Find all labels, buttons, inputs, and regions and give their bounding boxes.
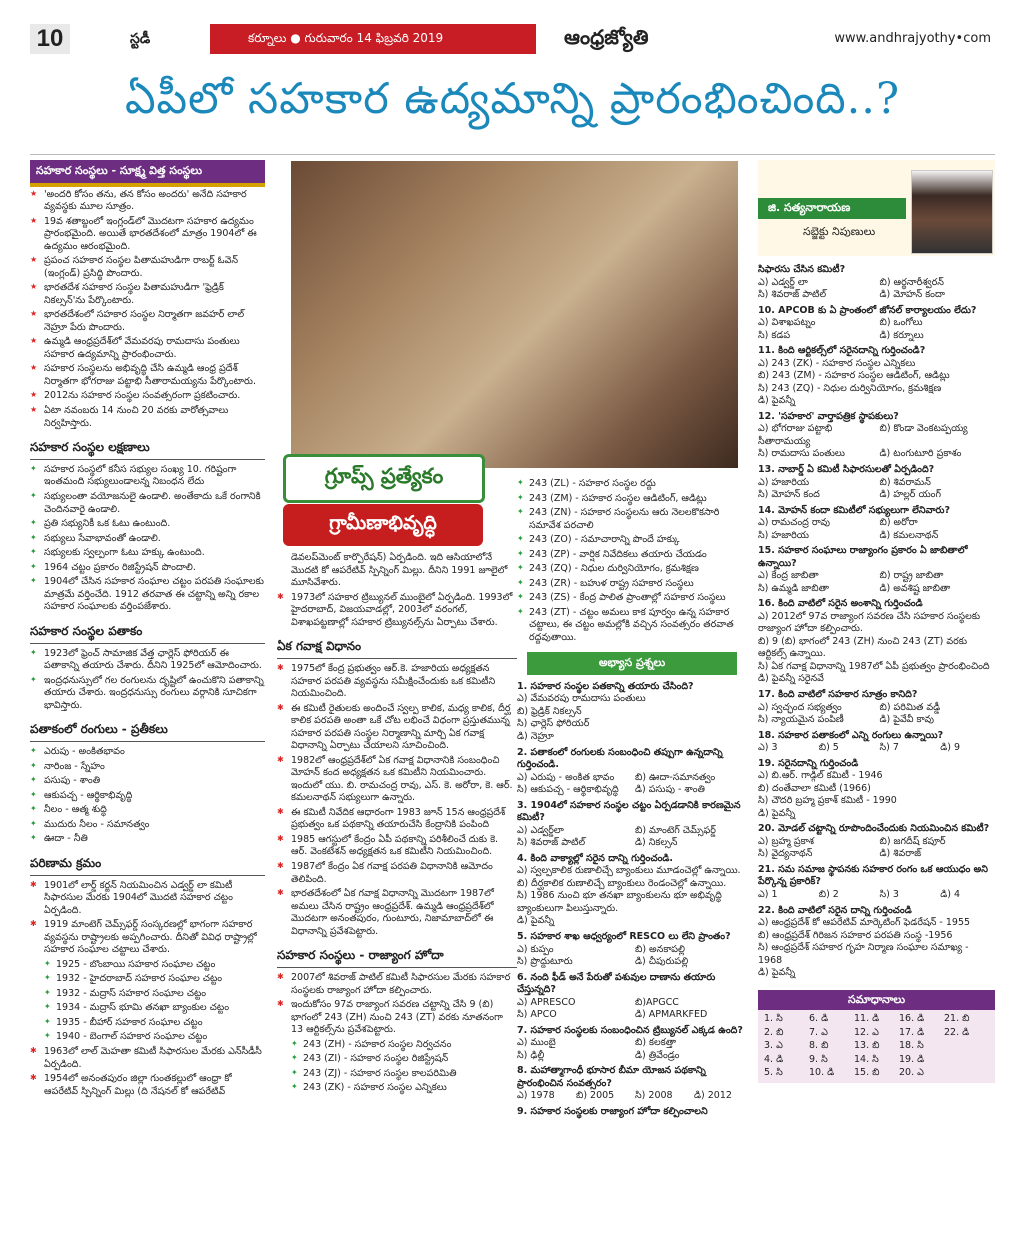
list-item: ✦ పసుపు - శాంతి (30, 775, 265, 788)
options (758, 517, 995, 542)
list-item: ✦ ఎరుపు - అంకితభావం (30, 746, 265, 759)
article-list (277, 1039, 517, 1095)
list-item: ✦ 1904లో చేసిన సహకార సంఘాల చట్టం పరపతి సంఘాలకు మాత్రమే వర్తించేది. 1912 తరవాత ఈ చట్టాన్ని అన్ని రకాల సహకార సంఘాలకు వర్తింపజేశారు. (30, 576, 265, 614)
option: బి) దీర్ఘకాలిక రుణాలిచ్చే బ్యాంకులు రెండంచెల్లో ఉన్నాయి. (517, 877, 727, 889)
question-text: 17. కింది వాటిలో సహకార సూత్రం కానిది? (758, 689, 918, 700)
question-list (758, 264, 995, 980)
option: బి) 2005 (576, 1090, 615, 1102)
option: బి) ఒంగోలు (879, 317, 923, 329)
question (517, 800, 747, 850)
option: డి) పైవన్నీ (758, 807, 796, 819)
options (517, 997, 747, 1022)
option: సి) చౌదరి బ్రహ్మ ప్రకాశ్ కమిటీ - 1990 (758, 795, 897, 807)
section-heading: సహకార సంస్థలు - రాజ్యాంగ హోదా (277, 940, 517, 968)
option: డి) పైవన్నీ (758, 395, 796, 407)
answer-cell: 9. సి (809, 1053, 828, 1065)
question-text: 4. కింది వాక్యాల్లో సరైన దాన్ని గుర్తించండి. (517, 852, 674, 864)
option: ఎ) భోగరాజు పట్టాభి సీతారామయ్య (758, 423, 833, 447)
list-item: ★ 19వ శతాబ్దంలో ఇంగ్లండ్‌లో మొదటగా సహకార ఉద్యమం ప్రారంభమైంది. అయితే భారతదేశంలో మాత్రం 1904లో ఈ ఉద్యమం ఆరంభమైంది. (30, 216, 265, 254)
list-item: ✦ సభ్యులు సేవాభావంతో ఉండాలి. (30, 533, 265, 546)
option: డి) త్రివేండ్రం (635, 1049, 680, 1061)
option: డి) 2012 (694, 1090, 732, 1102)
options (758, 836, 995, 861)
list-item: ✦ 243 (ZM) - సహకార సంస్థల ఆడిటింగ్, ఆడిట్లు (517, 493, 747, 506)
option: డి) హల్లర్ యంగ్ (879, 489, 942, 501)
answer-cell (944, 1067, 989, 1080)
section-heading: సహకార సంస్థల లక్షణాలు (30, 432, 265, 460)
option: బి) పరిమిత వడ్డీ (879, 701, 941, 713)
answer-cell: 2. బి (764, 1026, 784, 1038)
list-item: ★ ప్రపంచ సహకార సంస్థల పితామహుడిగా రాబర్ట్ ఓవెన్ (ఇంగ్లండ్) ప్రసిద్ధి పొందారు. (30, 255, 265, 280)
options (758, 317, 995, 342)
option: సి) రామదాసు పంతులు (758, 448, 845, 460)
bullet-list (277, 663, 517, 938)
option: డి) నికల్సన్ (635, 837, 678, 849)
question-text: 2. పతాకంలో రంగులకు సంబంధించి తప్పుగా ఉన్నదాన్ని గుర్తించండి. (517, 746, 723, 771)
option: సి) శివరాజ్ పాటిల్ (517, 837, 586, 849)
option: సి) న్యాయమైన పంపిణీ (758, 714, 844, 726)
list-item: ★ సహకార సంస్థలను అభివృద్ధి చేసి ఉమ్మడి ఆంధ్ర ప్రదేశ్ నిర్మాతగా భోగరాజు పట్టాభి సీతారామయ్యను పేర్కొంటారు. (30, 363, 265, 388)
option: బి) శివరామన్ (879, 476, 931, 488)
bullet-list (30, 880, 265, 1044)
option: సి) ఉమ్మడి జాబితా (758, 582, 829, 594)
question-text: 9. సహకార సంస్థలకు రాజ్యాంగ హోదా కల్పించాలని (517, 1105, 708, 1117)
option: బి) ఊదా-సమానత్వం (635, 771, 716, 783)
bullet-list (277, 592, 517, 630)
option: సి) 2008 (635, 1090, 673, 1102)
options (517, 944, 747, 969)
question-text: 19. సరైనదాన్ని గుర్తించండి (758, 757, 859, 769)
option: ఎ) స్వచ్ఛంద సభ్యత్వం (758, 701, 842, 713)
bullet-list (30, 189, 265, 431)
option: బి) కొండా వెంకటప్పయ్య (879, 423, 968, 435)
list-item: ✦ 243 (ZH) - సహకార సంస్థల నిర్వచనం (291, 1039, 517, 1052)
list-item: ✦ 243 (ZT) - చట్టం అమలు కాక పూర్వం ఉన్న సహకార చట్టాలు, ఈ చట్టం అమల్లోకి వచ్చిన సంవత్సరం తరవాత రద్దవుతాయి. (517, 607, 747, 645)
list-item: ✱ ఇందుకోసం 97వ రాజ్యాంగ సవరణ చట్టాన్ని చేసి 9 (బి) భాగంలో 243 (ZH) నుంచి 243 (ZT) వరకు నూతనంగా 13 ఆర్టికల్స్‌ను ప్రవేశపెట్టారు. (277, 999, 517, 1037)
option: బి) మాంటెగ్ చెమ్స్‌ఫర్డ్ (635, 824, 716, 836)
section-heading: పరిణామ క్రమం (30, 848, 265, 876)
option: బి) అరోరా (879, 517, 918, 529)
options (758, 358, 995, 408)
question-text: 21. సమ సమాజ స్థాపనకు సహకార రంగం ఒక ఆయుధం అని పేర్కొన్న ప్రకారిక్? (758, 863, 988, 888)
option: ఎ) విశాఖపట్నం (758, 317, 816, 329)
question-text: 8. మహాత్మాగాంధీ భూసార బీమా యోజన పథకాన్ని ప్రారంభించిన సంవత్సరం? (517, 1065, 706, 1089)
question (517, 747, 747, 797)
list-item: ✱ 1901లో లార్డ్ కర్జన్ నియమించిన ఎడ్వర్డ్ లా కమిటీ సిఫారసుల మేరకు 1904లో మొదటి సహకార చట్టం ఏర్పడింది. (30, 880, 265, 918)
options (758, 277, 995, 302)
question (758, 345, 995, 408)
option: ఎ) హజారియ (758, 476, 810, 488)
options (758, 477, 995, 502)
option: సి) ప్రొద్దుటూరు (517, 956, 573, 968)
option: బి) అనకాపల్లి (635, 943, 685, 955)
list-item: ✦ ముదురు నీలం - సమానత్వం (30, 819, 265, 832)
option: సి) 7 (879, 742, 899, 754)
option: ఎ) రామచంద్ర రావు (758, 517, 830, 529)
list-item: ✦ 1932 - మద్రాస్ సహకార సంఘాల చట్టం (44, 988, 265, 1001)
question-text: 18. సహకార పతాకంలో ఎన్ని రంగులు ఉన్నాయి? (758, 729, 944, 741)
answer-cell: 13. బి (854, 1040, 880, 1052)
question (758, 864, 995, 902)
option: డి) 4 (940, 888, 961, 900)
list-item: ✦ 243 (ZO) - సమాచారాన్ని పొందే హక్కు (517, 534, 747, 547)
list-item: ✦ ఆకుపచ్చ - ఆర్థికాభివృద్ధి (30, 790, 265, 803)
author-name: జి. సత్యనారాయణ (758, 198, 906, 219)
list-item: ✦ 243 (ZS) - కేంద్ర పాలిత ప్రాంతాల్లో సహకార సంస్థలు (517, 592, 747, 605)
list-item (30, 919, 265, 1044)
options (758, 742, 995, 755)
option: బి) 9 (బి) భాగంలో 243 (ZH) నుంచి 243 (ZT) వరకు ఆర్టికల్స్ ఉన్నాయి. (758, 635, 968, 660)
question (758, 905, 995, 980)
list-item: ✱ ఈ కమిటీ రైతులకు అందించే స్వల్ప కాలిక, మధ్య కాలిక, దీర్ఘ కాలిక పరపతి అంతా ఒకే చోట లభించే విధంగా ప్రస్తుతమున్న సహకార పరపతి సంస్థల నిర్మాణాన్ని మార్చి ఏక గవాక్ష విధానాన్ని ఏర్పాటు చేయాలని సూచించింది. (277, 703, 517, 753)
list-item: ✦ నారింజ - స్నేహం (30, 761, 265, 774)
question (517, 1025, 747, 1063)
list-item: ✦ ప్రతి సభ్యునికీ ఒక ఓటు ఉంటుంది. (30, 518, 265, 531)
author-role: సబ్జెక్టు నిపుణులు (803, 224, 876, 238)
answer-cell: 8. బి (809, 1040, 829, 1052)
option: బి) కలకత్తా (635, 1037, 677, 1049)
rural-development-banner: గ్రామీణాభివృద్ధి (283, 504, 483, 546)
option: ఎ) కుప్పం (517, 943, 554, 955)
answer-cell: 22. డి (944, 1026, 970, 1038)
answer-cell: 14. సి (854, 1053, 879, 1065)
answer-cell: 5. సి (764, 1067, 783, 1079)
option: బి) దంతేవాలా కమిటీ (1966) (758, 782, 871, 794)
option: సి) ఆకుపచ్చ - ఆర్థికాభివృద్ధి (517, 784, 619, 796)
question-text: 1. సహకార సంస్థల పతకాన్ని తయారు చేసింది? (517, 680, 694, 692)
website-link[interactable]: www.andhrajyothy•com (834, 31, 991, 47)
column-4 (758, 160, 995, 1083)
option: సి) శివరాజ్ పాటిల్ (758, 289, 827, 301)
answer-cell: 4. డి (764, 1053, 784, 1065)
list-item: ★ ఉమ్మడి ఆంధ్రప్రదేశ్‌లో వేమవరపు రామదాసు పంతులు సహకార ఉద్యమాన్ని ప్రారంభించారు. (30, 336, 265, 361)
question-text: 16. కింది వాటిలో సరైన అంశాన్ని గుర్తించండి (758, 598, 923, 610)
list-item: ✱ 2007లో శివరాజ్ పాటిల్ కమిటీ సిఫారసుల మేరకు సహకార సంస్థలకు రాజ్యాంగ హోదా కల్పించారు. (277, 972, 517, 997)
newspaper-logo: ఆంధ్రజ్యోతి (564, 24, 649, 49)
bullet-list (30, 648, 265, 713)
question-text: 6. నంది ఫీడ్ అనే పేరుతో పశువుల దాణాను తయారు చేస్తున్నది? (517, 971, 716, 996)
divider (30, 154, 995, 155)
author-photo (911, 170, 993, 254)
list-item: ✱ 1973లో సహకార ట్రిబ్యునల్ ముంబైలో ఏర్పడింది. 1993లో హైదరాబాద్, విజయవాడల్లో, 2003లో వరంగల్, విశాఖపట్టణాల్లో సహకార ట్రిబ్యునల్స్‌ను ఏర్పాటు చేశారు. (277, 592, 517, 630)
option: సి) మోహన్ కంద (758, 489, 820, 501)
option: బి) ఆర్థనారీశ్వరన్ (879, 276, 944, 288)
list-item: ✦ 243 (ZR) - బహుళ రాష్ట్ర సహకార సంస్థలు (517, 578, 747, 591)
list-item: ★ భారతదేశంలో సహకార సంస్థల నిర్మాతగా జవహర్ లాల్ నెహ్రూ పేరు పొందారు. (30, 309, 265, 334)
answer-cell: 17. డి (899, 1026, 925, 1038)
option: ఎ) APRESCO (517, 996, 576, 1008)
question-text: 14. మోహన్ కందా కమిటీలో సభ్యులుగా లేనివారు? (758, 504, 950, 516)
options (517, 1090, 747, 1103)
bullet-list (277, 972, 517, 1037)
answer-cell: 11. డి (854, 1013, 880, 1025)
column-2 (277, 552, 517, 1097)
list-item: ✱ 1954లో అనంతపురం జిల్లా గుంతకల్లులో ఆంధ్రా కో ఆపరేటివ్ స్పిన్నింగ్ మిల్లు (ది నేషనల్ కో ఆపరేటివ్ (30, 1073, 265, 1098)
option: డి) పైవన్నీ (517, 915, 555, 927)
option: సి) ఏక గవాక్ష విధానాన్ని 1987లో ఏపీ ప్రభుత్వం ప్రారంభించింది (758, 660, 990, 672)
question (758, 689, 995, 727)
list-item: ✦ సభ్యులంతా వయోజనులై ఉండాలి. అంతేకాదు ఒకే రంగానికి చెందినవారై ఉండాలి. (30, 491, 265, 516)
question (758, 545, 995, 595)
question (517, 681, 747, 744)
page-number: 10 (30, 24, 70, 54)
list-item: ✦ 243 (ZL) - సహకార సంస్థల రద్దు (517, 478, 747, 491)
list-item: ★ 'అందరి కోసం తను, తన కోసం అందరు' అనేది సహకార వ్యవస్థకు మూల సూత్రం. (30, 189, 265, 214)
section-heading: పతాకంలో రంగులు - ప్రతీకలు (30, 714, 265, 742)
question (758, 464, 995, 502)
option: డి) 9 (940, 742, 961, 754)
option: ఎ) 3 (758, 742, 778, 754)
option: ఎ) ఎడ్వర్డ్‌లా (517, 824, 564, 836)
options (758, 770, 995, 820)
question (758, 411, 995, 461)
list-item: ✦ 243 (ZN) - సహకార సంస్థలను ఆరు నెలలకొకసారి సమావేశ పరచాలి (517, 507, 747, 532)
options (517, 865, 747, 928)
list-item: ★ భారతదేశ సహకార సంస్థల పితామహుడిగా 'ఫ్రెడ్రిక్ నికల్సన్'ను పేర్కొంటారు. (30, 282, 265, 307)
answer-cell: 20. ఎ (899, 1067, 924, 1079)
sub-list (44, 959, 265, 1044)
answer-cell: 10. డి (809, 1067, 835, 1079)
list-item: ✱ 1975లో కేంద్ర ప్రభుత్వం ఆర్.కె. హజారియ అధ్యక్షతన సహకార పరపతి వ్యవస్థను సమీక్షించేందుకు ఒక కమిటీని నియమించింది. (277, 663, 517, 701)
options (758, 570, 995, 595)
answer-cell: 15. బి (854, 1067, 880, 1079)
section-name: స్టడీ (130, 30, 151, 47)
answer-cell (944, 1054, 989, 1067)
list-item: ✦ 1935 - బీహార్ సహకార సంఘాల చట్టం (44, 1017, 265, 1030)
option: సి) హజారియ (758, 529, 809, 541)
option: బి) రాష్ట్ర జాబితా (879, 570, 944, 582)
option: డి) మోహన్ కందా (879, 289, 945, 301)
option: ఎ) బి.ఆర్. గాడ్గిల్ కమిటీ - 1946 (758, 770, 883, 782)
list-item: ✱ 1982లో ఆంధ్రప్రదేశ్‌లో ఏక గవాక్ష విధానానికి సంబంధించి మోహన్ కంద అధ్యక్షతన ఒక కమిటీని నియమించారు. ఇందులో యు. బి. రామచంద్ర రావు, ఎస్. కె. అరోరా, కె. ఆర్. కమలనాథన్ సభ్యులుగా ఉన్నారు. (277, 755, 517, 805)
list-item: ✱ భారతదేశంలో ఏక గవాక్ష విధానాన్ని మొదటగా 1987లో అమలు చేసిన రాష్ట్రం ఆంధ్రప్రదేశ్. ఉమ్మడి ఆంధ్రప్రదేశ్‌లో మొదటగా అనంతపురం, గుంటూరు, నిజామాబాద్‌లో ఈ విధానాన్ని ప్రవేశపెట్టారు. (277, 888, 517, 938)
option: బి)APGCC (635, 996, 679, 1008)
list-item: ✦ 1940 - బెంగాల్ సహకార సంఘాల చట్టం (44, 1031, 265, 1044)
answers-grid (758, 1010, 995, 1083)
option: ఎ) 2012లో 97వ రాజ్యాంగ సవరణ చేసి సహకార సంస్థలకు రాజ్యాంగ హోదా కల్పించారు. (758, 610, 981, 635)
column-3 (517, 476, 747, 1121)
list-item: ✱ 1985 ఆగస్టులో కేంద్రం ఏపీ పథకాన్ని పరిశీలించే దుకు కె. ఆర్. వెంకటేశన్ అధ్యక్షతన ఒక కమిటీని నియమించింది. (277, 834, 517, 859)
answer-cell: 6. డి (809, 1013, 829, 1025)
options (758, 917, 995, 980)
question (517, 931, 747, 969)
option: బి) ఫ్రెడ్రిక్ నికల్సన్ (517, 705, 582, 717)
option: ఎ) ముంబై (517, 1037, 556, 1049)
option: డి) పైవన్నీ (758, 967, 796, 979)
options (517, 693, 747, 743)
list-item: ★ ఏటా నవంబరు 14 నుంచి 20 వరకు వారోత్సవాలు నిర్వహిస్తారు. (30, 405, 265, 430)
question (758, 758, 995, 821)
question-text: 7. సహకార సంస్థలకు సంబంధించిన ట్రిబ్యునల్ ఎక్కడ ఉంది? (517, 1024, 743, 1036)
answer-cell: 1. సి (764, 1013, 783, 1025)
question-list (517, 681, 747, 1119)
question-text: 15. సహకార సంఘాలు రాజ్యాంగం ప్రకారం ఏ జాబితాలో ఉన్నాయి? (758, 545, 968, 569)
question (517, 1106, 747, 1119)
option: సి) 1986 నుంచి భూ తనఖా బ్యాంకులను భూ అభివృద్ధి బ్యాంకులుగా పిలుస్తున్నారు. (517, 890, 722, 914)
bullet-list (30, 464, 265, 614)
option: బి) ఆంధ్రప్రదేశ్ గిరిజన సహకార పరపతి సంస్థ -1956 (758, 929, 953, 941)
list-item: ✦ 1923లో ఫ్రెంచ్ సామాజిక వేత్త ఛార్లెస్ ఫోరియర్ ఈ పతాకాన్ని తయారు చేశారు. దీనిని 1925లో ఆమోదించారు. (30, 648, 265, 673)
question (758, 305, 995, 343)
options (758, 702, 995, 727)
answer-cell: 18. సి (899, 1040, 924, 1052)
option: డి) చీపురుపల్లి (635, 956, 689, 968)
answer-cell: 12. ఎ (854, 1026, 879, 1038)
answers-heading: సమాధానాలు (758, 990, 995, 1011)
list-item: ✦ 1934 - మద్రాస్ భూమి తనఖా బ్యాంకుల చట్టం (44, 1002, 265, 1015)
option: సి) APCO (517, 1009, 557, 1021)
question (517, 972, 747, 1022)
option: బి) 243 (ZM) - సహకార సంస్థల ఆడిటింగ్, ఆడిట్లు (758, 370, 950, 382)
list-item: ✦ ఊదా - నీతి (30, 833, 265, 846)
option: ఎ) స్వల్పకాలిక రుణాలిచ్చే బ్యాంకులు మూడంచెల్లో ఉన్నాయి. (517, 865, 741, 877)
list-item: ✦ 243 (ZP) - వార్షిక నివేదికలు తయారు చేయడం (517, 549, 747, 562)
students-photo (291, 161, 738, 468)
option: డి) అవశిష్ట జాబితా (879, 582, 951, 594)
option: బి) జగదీష్ కపూర్ (879, 835, 946, 847)
dateline: కర్నూలు ● గురువారం 14 ఫిబ్రవరి 2019 (210, 24, 536, 54)
option: డి) పసుపు - శాంతి (635, 784, 705, 796)
question-text: 3. 1904లో సహకార సంస్థల చట్టం ఏర్పడడానికి కారణమైన కమిటీ? (517, 799, 741, 824)
options (517, 1037, 747, 1062)
question (758, 264, 995, 302)
question (758, 730, 995, 755)
paragraph: డెవలప్‌మెంట్ కార్పొరేషన్) ఏర్పడింది. ఇది ఆసియాలోనే మొదటి కో ఆపరేటివ్ స్పిన్నింగ్ మిల్లు. దీనిని 1991 జూలైలో మూసివేశారు. (291, 552, 508, 589)
list-item: ✦ 1964 చట్టం ప్రకారం రిజిస్ట్రేషన్ పొందాలి. (30, 562, 265, 575)
list-item: ✦ సభ్యులకు స్వల్పంగా ఓటు హక్కు ఉంటుంది. (30, 547, 265, 560)
article-list (517, 478, 747, 644)
section-heading: సహకార సంస్థలు - సూక్ష్మ విత్త సంస్థలు (30, 160, 265, 187)
question (758, 823, 995, 861)
question-text: 22. కింది వాటిలో సరైన దాన్ని గుర్తించండి (758, 904, 912, 916)
option: డి) పైవన్నీ సరైనవే (758, 673, 824, 685)
option: ఎ) ఆంధ్రప్రదేశ్ కో ఆపరేటివ్ మార్కెటింగ్ ఫెడరేషన్ - 1955 (758, 917, 971, 929)
question-text: 10. APCOB కు ఏ ప్రాంతంలో జోనల్ కార్యాలయం లేదు? (758, 304, 977, 316)
option: ఎ) ఎడ్వర్డ్ లా (758, 276, 808, 288)
options (517, 772, 747, 797)
groups-special-banner: గ్రూప్స్ ప్రత్యేకం (283, 454, 485, 503)
answer-cell: 19. డి (899, 1053, 925, 1065)
option: డి) పైవేవీ కావు (879, 714, 934, 726)
list-item: ✦ నీలం - ఆత్మ శుద్ధి (30, 804, 265, 817)
option: ఎ) ఎరుపు - అంకిత భావం (517, 771, 615, 783)
answer-cell: 7. ఎ (809, 1026, 828, 1038)
section-heading: ఏక గవాక్ష విధానం (277, 631, 517, 659)
option: డి) కర్నూలు (879, 329, 924, 341)
option: బి) 5 (818, 742, 839, 754)
option: డి) శివరాజ్ (879, 848, 922, 860)
list-item: ✱ ఈ కమిటీ నివేదిక ఆధారంగా 1983 జూన్ 15న ఆంధ్రప్రదేశ్ ప్రభుత్వం ఒక పథకాన్ని తయారుచేసి కేంద్రానికి పంపింది (277, 807, 517, 832)
list-item: ✱ 1987లో కేంద్రం ఏక గవాక్ష పరపతి విధానానికి ఆమోదం తెలిపింది. (277, 861, 517, 886)
option: డి) కమలనాథన్ (879, 529, 939, 541)
list-item: ✦ 243 (ZK) - సహకార సంస్థల ఎన్నికలు (291, 1082, 517, 1095)
options (758, 423, 995, 461)
answer-cell: 16. డి (899, 1013, 925, 1025)
practice-questions-heading: అభ్యాస ప్రశ్నలు (527, 652, 737, 675)
list-item: ✦ 1932 - హైదరాబాద్ సహకార సంఘాల చట్టం (44, 973, 265, 986)
option: ఎ) 243 (ZK) - సహకార సంస్థల ఎన్నికలు (758, 357, 916, 369)
options (758, 611, 995, 686)
question (517, 1065, 747, 1103)
section-heading: సహకార సంస్థల పతాకం (30, 616, 265, 644)
list-item-text: 1919 మాంటెగ్ చెమ్స్‌ఫర్డ్ సంస్కరణల్లో భాగంగా సహకార వ్యవస్థను రాష్ట్రాలకు అప్పగించారు. దీనితో వివిధ రాష్ట్రాల్లో సహకార సంఘాల చట్టాలు చేశారు. (44, 919, 257, 956)
option: సి) 243 (ZQ) - నిధుల దుర్వినియోగం, క్రమశిక్షణ (758, 382, 942, 394)
option: సి) ఛార్లెస్ ఫోరియర్ (517, 718, 590, 730)
option: సి) ఆంధ్రప్రదేశ్ సహకార గృహ నిర్మాణ సంఘాల సమాఖ్య - 1968 (758, 942, 969, 966)
list-item: ✦ ఇంద్రధనుస్సులో గల రంగులను దృష్టిలో ఉంచుకొని పతాకాన్ని తయారు చేశారు. ఇంద్రధనుస్సు రంగులు వర్గానికి సూచికగా భావిస్తారు. (30, 675, 265, 713)
option: ఎ) 1978 (517, 1090, 555, 1102)
question-text: 12. 'సహకార' వార్తాపత్రిక స్థాపకులు? (758, 410, 899, 422)
bullet-list (30, 1046, 265, 1098)
option: ఎ) 1 (758, 888, 778, 900)
list-item: ★ 2012ను సహకార సంస్థల సంవత్సరంగా ప్రకటించారు. (30, 390, 265, 403)
page-header (30, 24, 995, 54)
options (758, 889, 995, 902)
option: డి) APMARKFED (635, 1009, 708, 1021)
list-item: ✦ 243 (ZJ) - సహకార సంస్థల కాలపరిమితి (291, 1068, 517, 1081)
bullet-list (30, 746, 265, 846)
list-item: ✦ 1925 - బొంబాయి సహకార సంఘాల చట్టం (44, 959, 265, 972)
question (758, 505, 995, 543)
option: ఎ) బ్రహ్మ ప్రకాశ (758, 835, 814, 847)
list-item: ✦ 243 (ZI) - సహకార సంస్థల రిజిస్ట్రేషన్ (291, 1053, 517, 1066)
headline: ఏపీలో సహకార ఉద్యమాన్ని ప్రారంభించింది..? (124, 74, 901, 124)
author-box (758, 160, 995, 256)
answer-cell (944, 1040, 989, 1053)
option: సి) ఢిల్లీ (517, 1049, 545, 1061)
option: ఎ) కేంద్ర జాబితా (758, 570, 819, 582)
question-text: 11. కింది ఆర్టికల్స్‌లో సరైనదాన్ని గుర్తించండి? (758, 345, 926, 357)
question (517, 853, 747, 928)
option: సి) 3 (879, 888, 899, 900)
question-text: 5. సహకార శాఖ ఆధ్వర్యంలో RESCO లు లేని ప్రాంతం? (517, 930, 731, 942)
option: బి) 2 (818, 888, 839, 900)
option: డి) నెహ్రూ (517, 731, 554, 743)
option: సి) కడప (758, 329, 791, 341)
option: ఎ) వేమవరపు రామదాసు పంతులు (517, 693, 646, 705)
list-item: ✦ 243 (ZQ) - నిధుల దుర్వినియోగం, క్రమశిక్షణ (517, 563, 747, 576)
answer-cell: 3. ఎ (764, 1040, 783, 1052)
answer-cell: 21. బి (944, 1013, 970, 1025)
question (758, 598, 995, 686)
question-text: సిఫారసు చేసిన కమిటీ? (758, 264, 846, 275)
question-text: 20. మోడల్ చట్టాన్ని రూపొందించేందుకు నియమించిన కమిటీ? (758, 823, 990, 835)
option: డి) టంగుటూరి ప్రకాశం (879, 448, 962, 460)
column-1 (30, 160, 265, 1100)
question-text: 13. నాబార్డ్ ఏ కమిటీ సిఫారసులతో ఏర్పడింది? (758, 463, 935, 475)
option: సి) వైద్యనాథన్ (758, 848, 813, 860)
list-item: ✦ సహకార సంస్థలో కనీస సభ్యుల సంఖ్య 10. గరిష్టంగా ఇంతమంది సభ్యులుండాలన్న నిబంధన లేదు (30, 464, 265, 489)
list-item: ✱ 1963లో లాల్ మెహతా కమిటీ సిఫారసుల మేరకు ఎన్‌సీడీసీ ఏర్పడింది. (30, 1046, 265, 1071)
options (517, 825, 747, 850)
